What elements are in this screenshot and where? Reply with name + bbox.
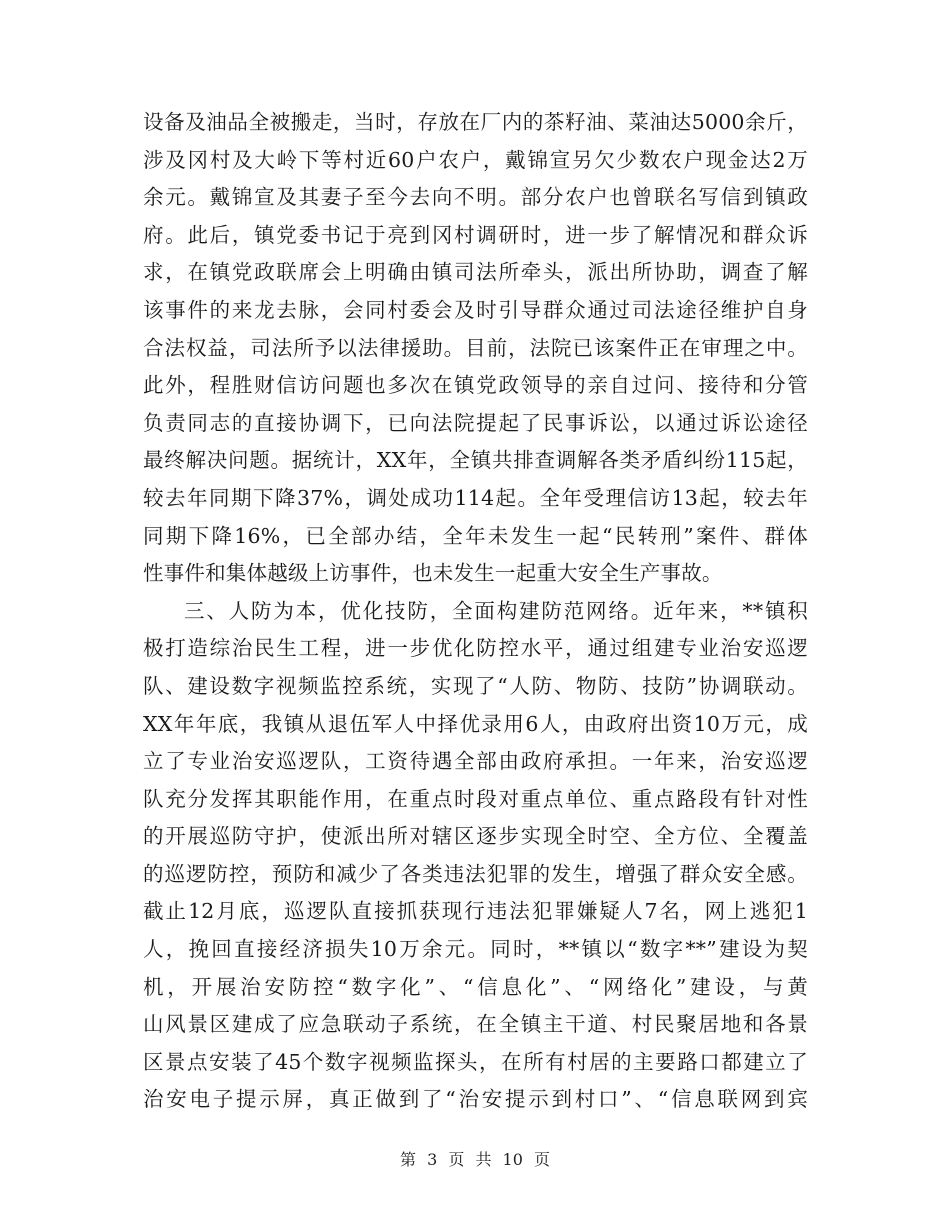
body-text [143, 104, 808, 1119]
text-line: 最终解决问题。据统计，XX年，全镇共排查调解各类矛盾纠纷115起， [143, 448, 808, 473]
text-line: 负责同志的直接协调下，已向法院提起了民事诉讼，以通过诉讼途径 [143, 410, 808, 435]
text-line: 设备及油品全被搬走，当时，存放在厂内的茶籽油、菜油达5000余斤， [143, 110, 808, 134]
text-line: 治安电子提示屏，真正做到了“治安提示到村口”、“信息联网到宾 [143, 1087, 808, 1112]
text-line: 求，在镇党政联席会上明确由镇司法所牵头，派出所协助，调查了解 [143, 260, 808, 285]
text-line: 涉及冈村及大岭下等村近60户农户，戴锦宣另欠少数农户现金达2万 [143, 147, 808, 172]
text-line: 较去年同期下降37%，调处成功114起。全年受理信访13起，较去年 [143, 485, 808, 510]
text-line: 截止12月底，巡逻队直接抓获现行违法犯罪嫌疑人7名，网上逃犯1 [143, 899, 808, 924]
text-line: 队、建设数字视频监控系统，实现了“人防、物防、技防”协调联动。 [143, 673, 808, 698]
text-line: 的开展巡防守护，使派出所对辖区逐步实现全时空、全方位、全覆盖 [143, 824, 808, 849]
text-line: 队充分发挥其职能作用，在重点时段对重点单位、重点路段有针对性 [143, 786, 808, 811]
text-line: 此外，程胜财信访问题也多次在镇党政领导的亲自过问、接待和分管 [143, 373, 808, 398]
text-line: 的巡逻防控，预防和减少了各类违法犯罪的发生，增强了群众安全感。 [143, 861, 808, 886]
text-line: 机，开展治安防控“数字化”、“信息化”、“网络化”建设，与黄 [143, 974, 808, 999]
text-line: 区景点安装了45个数字视频监探头，在所有村居的主要路口都建立了 [143, 1049, 808, 1074]
text-line: 立了专业治安巡逻队，工资待遇全部由政府承担。一年来，治安巡逻 [143, 749, 808, 774]
section-heading-line: 三、人防为本，优化技防，全面构建防范网络。近年来，**镇积 [184, 598, 808, 623]
text-line: 府。此后，镇党委书记于亮到冈村调研时，进一步了解情况和群众诉 [143, 222, 808, 247]
text-line: 山风景区建成了应急联动子系统，在全镇主干道、村民聚居地和各景 [143, 1012, 808, 1037]
text-line: 合法权益，司法所予以法律援助。目前，法院已该案件正在审理之中。 [143, 335, 808, 360]
text-line: 余元。戴锦宣及其妻子至今去向不明。部分农户也曾联名写信到镇政 [143, 185, 808, 210]
text-line: 该事件的来龙去脉，会同村委会及时引导群众通过司法途径维护自身 [143, 297, 808, 322]
page-number-footer: 第 3 页 共 10 页 [400, 1150, 550, 1169]
text-line: XX年年底，我镇从退伍军人中择优录用6人，由政府出资10万元，成 [143, 711, 808, 736]
text-line: 同期下降16%，已全部办结，全年未发生一起“民转刑”案件、群体 [143, 523, 808, 548]
text-line: 人，挽回直接经济损失10万余元。同时，**镇以“数字**”建设为契 [143, 937, 808, 962]
text-line: 极打造综治民生工程，进一步优化防控水平，通过组建专业治安巡逻 [143, 636, 808, 661]
text-line: 性事件和集体越级上访事件，也未发生一起重大安全生产事故。 [143, 561, 723, 586]
